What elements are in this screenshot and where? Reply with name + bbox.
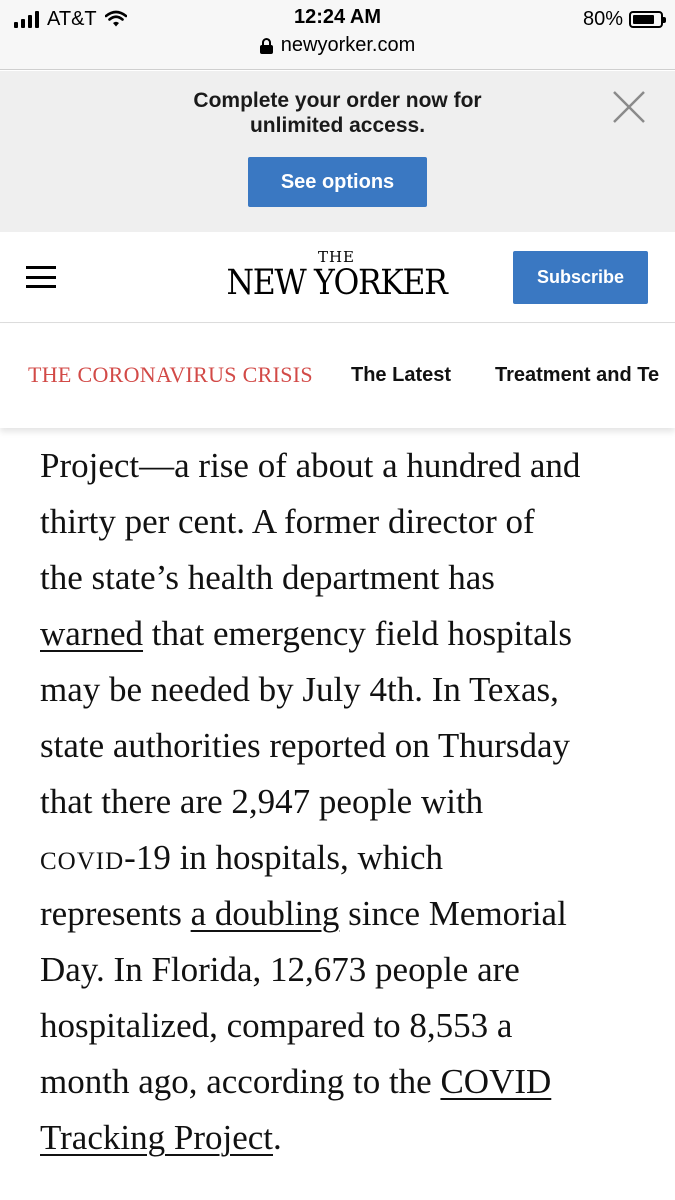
promo-banner <box>0 71 675 232</box>
section-nav <box>0 324 675 428</box>
site-header <box>0 233 675 323</box>
link-covid-tracking-project-cont[interactable]: Tracking Project <box>40 1118 273 1157</box>
promo-message-line1: Complete your order now for <box>193 89 482 112</box>
text-segment: Day. In Florida, 12,673 people are <box>40 950 520 989</box>
nav-link-treatment[interactable]: Treatment and Te <box>495 364 660 386</box>
hamburger-menu-icon[interactable] <box>26 266 56 288</box>
close-icon[interactable] <box>612 90 646 124</box>
article-line <box>40 494 640 550</box>
logo-the: THE <box>317 248 356 266</box>
text-segment: represents <box>40 894 191 933</box>
article-line <box>40 1110 640 1166</box>
text-segment: -19 in hospitals, which <box>124 838 444 877</box>
article-line <box>40 438 640 494</box>
new-yorker-logo[interactable] <box>214 249 459 301</box>
article-line <box>40 718 640 774</box>
text-segment: . <box>273 1118 282 1157</box>
article-line <box>40 550 640 606</box>
article-line <box>40 942 640 998</box>
status-time: 12:24 AM <box>293 6 382 28</box>
text-segment: may be needed by July 4th. In Texas, <box>40 670 559 709</box>
article-line <box>40 662 640 718</box>
text-segment: state authorities reported on Thursday <box>40 726 571 765</box>
section-title-coronavirus-crisis[interactable]: THE CORONAVIRUS CRISIS <box>28 362 313 387</box>
article-line <box>40 606 640 662</box>
text-segment: month ago, according to the <box>40 1062 441 1101</box>
link-covid-tracking-project[interactable]: COVID <box>440 1062 552 1101</box>
link-warned[interactable]: warned <box>40 614 144 653</box>
text-segment: thirty per cent. A former director of <box>40 502 535 541</box>
status-bar <box>0 0 675 70</box>
promo-message <box>140 88 535 138</box>
carrier-label: AT&T <box>47 7 97 30</box>
lock-icon <box>260 38 273 54</box>
text-segment: that emergency field hospitals <box>143 614 572 653</box>
nav-link-the-latest[interactable]: The Latest <box>351 364 452 386</box>
see-options-button[interactable]: See options <box>248 157 427 207</box>
text-segment: Project—a rise of about a hundred and <box>40 446 581 485</box>
article-line <box>40 886 640 942</box>
url-text: newyorker.com <box>280 34 416 56</box>
text-segment: that there are 2,947 people with <box>40 782 484 821</box>
covid-smallcaps: covid <box>40 838 125 877</box>
text-segment: since Memorial <box>339 894 567 933</box>
status-right <box>583 6 663 32</box>
address-bar[interactable] <box>0 34 675 57</box>
text-segment: hospitalized, compared to 8,553 a <box>40 1006 513 1045</box>
subscribe-button[interactable]: Subscribe <box>513 251 648 304</box>
promo-message-line2: unlimited access. <box>249 114 426 137</box>
article-line <box>40 830 640 886</box>
battery-percent: 80% <box>582 7 623 30</box>
article-line <box>40 774 640 830</box>
article-line <box>40 1054 640 1110</box>
text-segment: the state’s health department has <box>40 558 495 597</box>
article-line <box>40 998 640 1054</box>
battery-icon <box>629 11 663 28</box>
logo-name: NEW YORKER <box>226 263 447 303</box>
link-a-doubling[interactable]: a doubling <box>190 894 340 933</box>
article-body <box>40 438 640 1166</box>
